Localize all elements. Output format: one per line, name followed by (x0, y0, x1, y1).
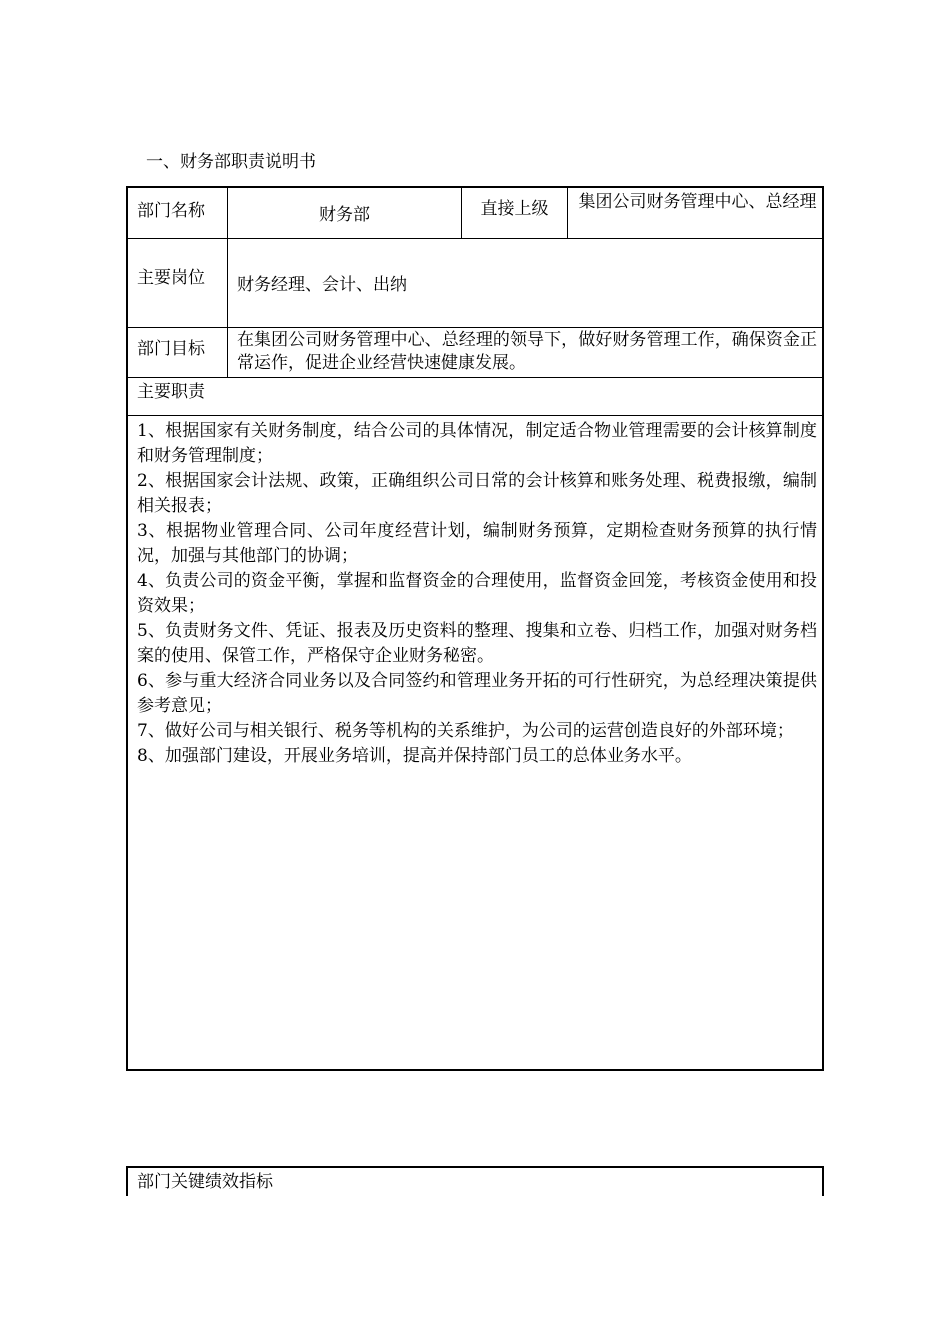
duty-item: 5、负责财务文件、凭证、报表及历史资料的整理、搜集和立卷、归档工作，加强对财务档案的使用、保管工作，严格保守企业财务秘密。 (137, 621, 817, 666)
kpi-table (126, 1166, 824, 1196)
goal-value: 在集团公司财务管理中心、总经理的领导下，做好财务管理工作，确保资金正常运作，促进企业经营快速健康发展。 (237, 330, 817, 373)
positions-value: 财务经理、会计、出纳 (237, 275, 407, 295)
duty-item: 6、参与重大经济合同业务以及合同签约和管理业务开拓的可行性研究，为总经理决策提供参考意见； (137, 671, 817, 716)
duty-item: 7、做好公司与相关银行、税务等机构的关系维护，为公司的运营创造良好的外部环境； (137, 721, 794, 741)
duty-item: 3、根据物业管理合同、公司年度经营计划，编制财务预算，定期检查财务预算的执行情况，加强与其他部门的协调； (137, 521, 817, 566)
superior-label: 直接上级 (480, 199, 549, 219)
row-divider (128, 238, 822, 239)
page-heading: 一、财务部职责说明书 (146, 152, 316, 172)
duty-item: 1、根据国家有关财务制度，结合公司的具体情况，制定适合物业管理需要的会计核算制度和财务管理制度； (137, 421, 817, 466)
positions-label: 主要岗位 (137, 268, 205, 288)
kpi-label: 部门关键绩效指标 (137, 1172, 273, 1192)
row-divider (128, 415, 822, 416)
duty-item: 2、根据国家会计法规、政策，正确组织公司日常的会计核算和账务处理、税费报缴，编制相关报表； (137, 471, 817, 516)
duty-description-table (126, 186, 824, 1071)
row-divider (128, 377, 822, 378)
column-divider (567, 188, 568, 238)
superior-value: 集团公司财务管理中心、总经理 (578, 192, 817, 212)
goal-label: 部门目标 (137, 339, 205, 359)
duties-list (137, 419, 817, 769)
dept-name-label: 部门名称 (137, 201, 205, 221)
duty-item: 4、负责公司的资金平衡，掌握和监督资金的合理使用，监督资金回笼，考核资金使用和投资效果； (137, 571, 817, 616)
dept-name-value: 财务部 (319, 205, 370, 225)
row-divider (128, 327, 822, 328)
duty-item: 8、加强部门建设，开展业务培训，提高并保持部门员工的总体业务水平。 (137, 746, 692, 766)
duties-label: 主要职责 (137, 382, 205, 402)
